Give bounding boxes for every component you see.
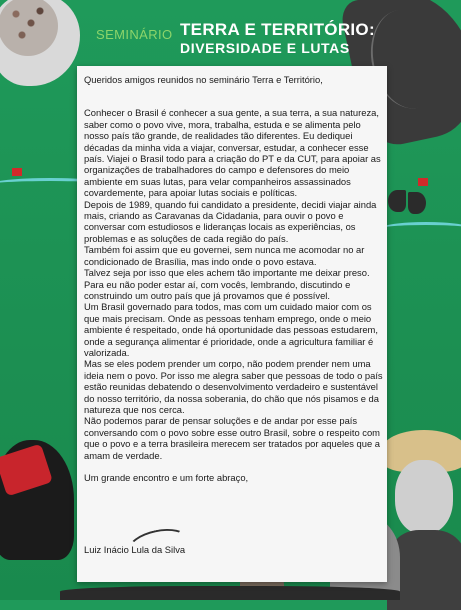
letter-greeting: Queridos amigos reunidos no seminário Terra e Território, — [84, 74, 323, 85]
letter-signature: Luiz Inácio Lula da Silva — [84, 544, 186, 555]
letter-paragraph: Conhecer o Brasil é conhecer a sua gente, a sua terra, a sua natureza, saber como o povo vive, mora, trabalha, estuda e se alimenta pelo nosso país tão grande, de realidades tão diferentes. Eu dediquei décadas da minha vida a viajar, conversar, estudar, a conhecer esse país. Viajei o Brasil todo para a criação do PT e da CUT, para apoiar as organizações de trabalhadores do campo e defensores do meio ambiente em suas lutas, para velar companheiros assassinados covardemente, para apoiar lutas sociais e políticas. — [84, 107, 381, 199]
grass-decoration — [60, 586, 400, 600]
poster-title: TERRA E TERRITÓRIO: — [180, 20, 375, 39]
letter-body — [84, 74, 384, 483]
red-mark-decoration — [12, 168, 22, 176]
letter-paragraph: Talvez seja por isso que eles achem tão importante me deixar preso. Para eu não poder estar aí, com vocês, lembrando, discutindo e construindo um outro país que já provamos que é possível. — [84, 267, 370, 301]
seminar-label: SEMINÁRIO — [96, 27, 173, 42]
letter-paragraph: Depois de 1989, quando fui candidato a presidente, decidi viajar ainda mais, criando as Caravanas da Cidadania, para ouvir o povo e conversar com estudiosos e lideranças locais as experiências, os problemas e as soluções de cada região do país. — [84, 198, 377, 244]
butterfly-wing — [408, 192, 426, 214]
poster-subtitle: DIVERSIDADE E LUTAS — [180, 40, 350, 56]
seeds-icon — [0, 0, 58, 56]
letter-paragraph: Mas se eles podem prender um corpo, não podem prender nem uma ideia nem o povo. Por isso me alegra saber que pessoas de todo o país estão reunidas debatendo o desenvolvimento verdadeiro e sustentável do nosso território, da nossa soberania, do chão que nós pisamos e da natureza que nos cerca. — [84, 358, 383, 415]
letter-closing: Um grande encontro e um forte abraço, — [84, 472, 249, 483]
face-icon — [395, 460, 453, 534]
butterfly-icon — [388, 190, 428, 218]
letter-paragraph: Um Brasil governado para todos, mas com um cuidado maior com os que mais precisam. Onde as pessoas tenham emprego, onde o meio ambiente é respeitado, onde há oportunidade das pessoas estudarem, onde a segurança alimentar é prioridade, onde a agricultura familiar é valorizada. — [84, 301, 378, 358]
wave-decoration — [381, 222, 461, 235]
letter-paragraph: Também foi assim que eu governei, sem nunca me acomodar no ar condicionado de Brasília, mas indo onde o povo estava. — [84, 244, 365, 267]
letter-paragraph: Não podemos parar de pensar soluções e de andar por esse país conversando com o povo sobre esse outro Brasil, sobre o respeito com que o povo e a terra brasileira merecem ser tratados por aqueles que a amam de verdade. — [84, 415, 380, 461]
red-flag-icon — [0, 444, 53, 497]
butterfly-wing — [388, 190, 406, 212]
red-mark-decoration — [418, 178, 428, 186]
